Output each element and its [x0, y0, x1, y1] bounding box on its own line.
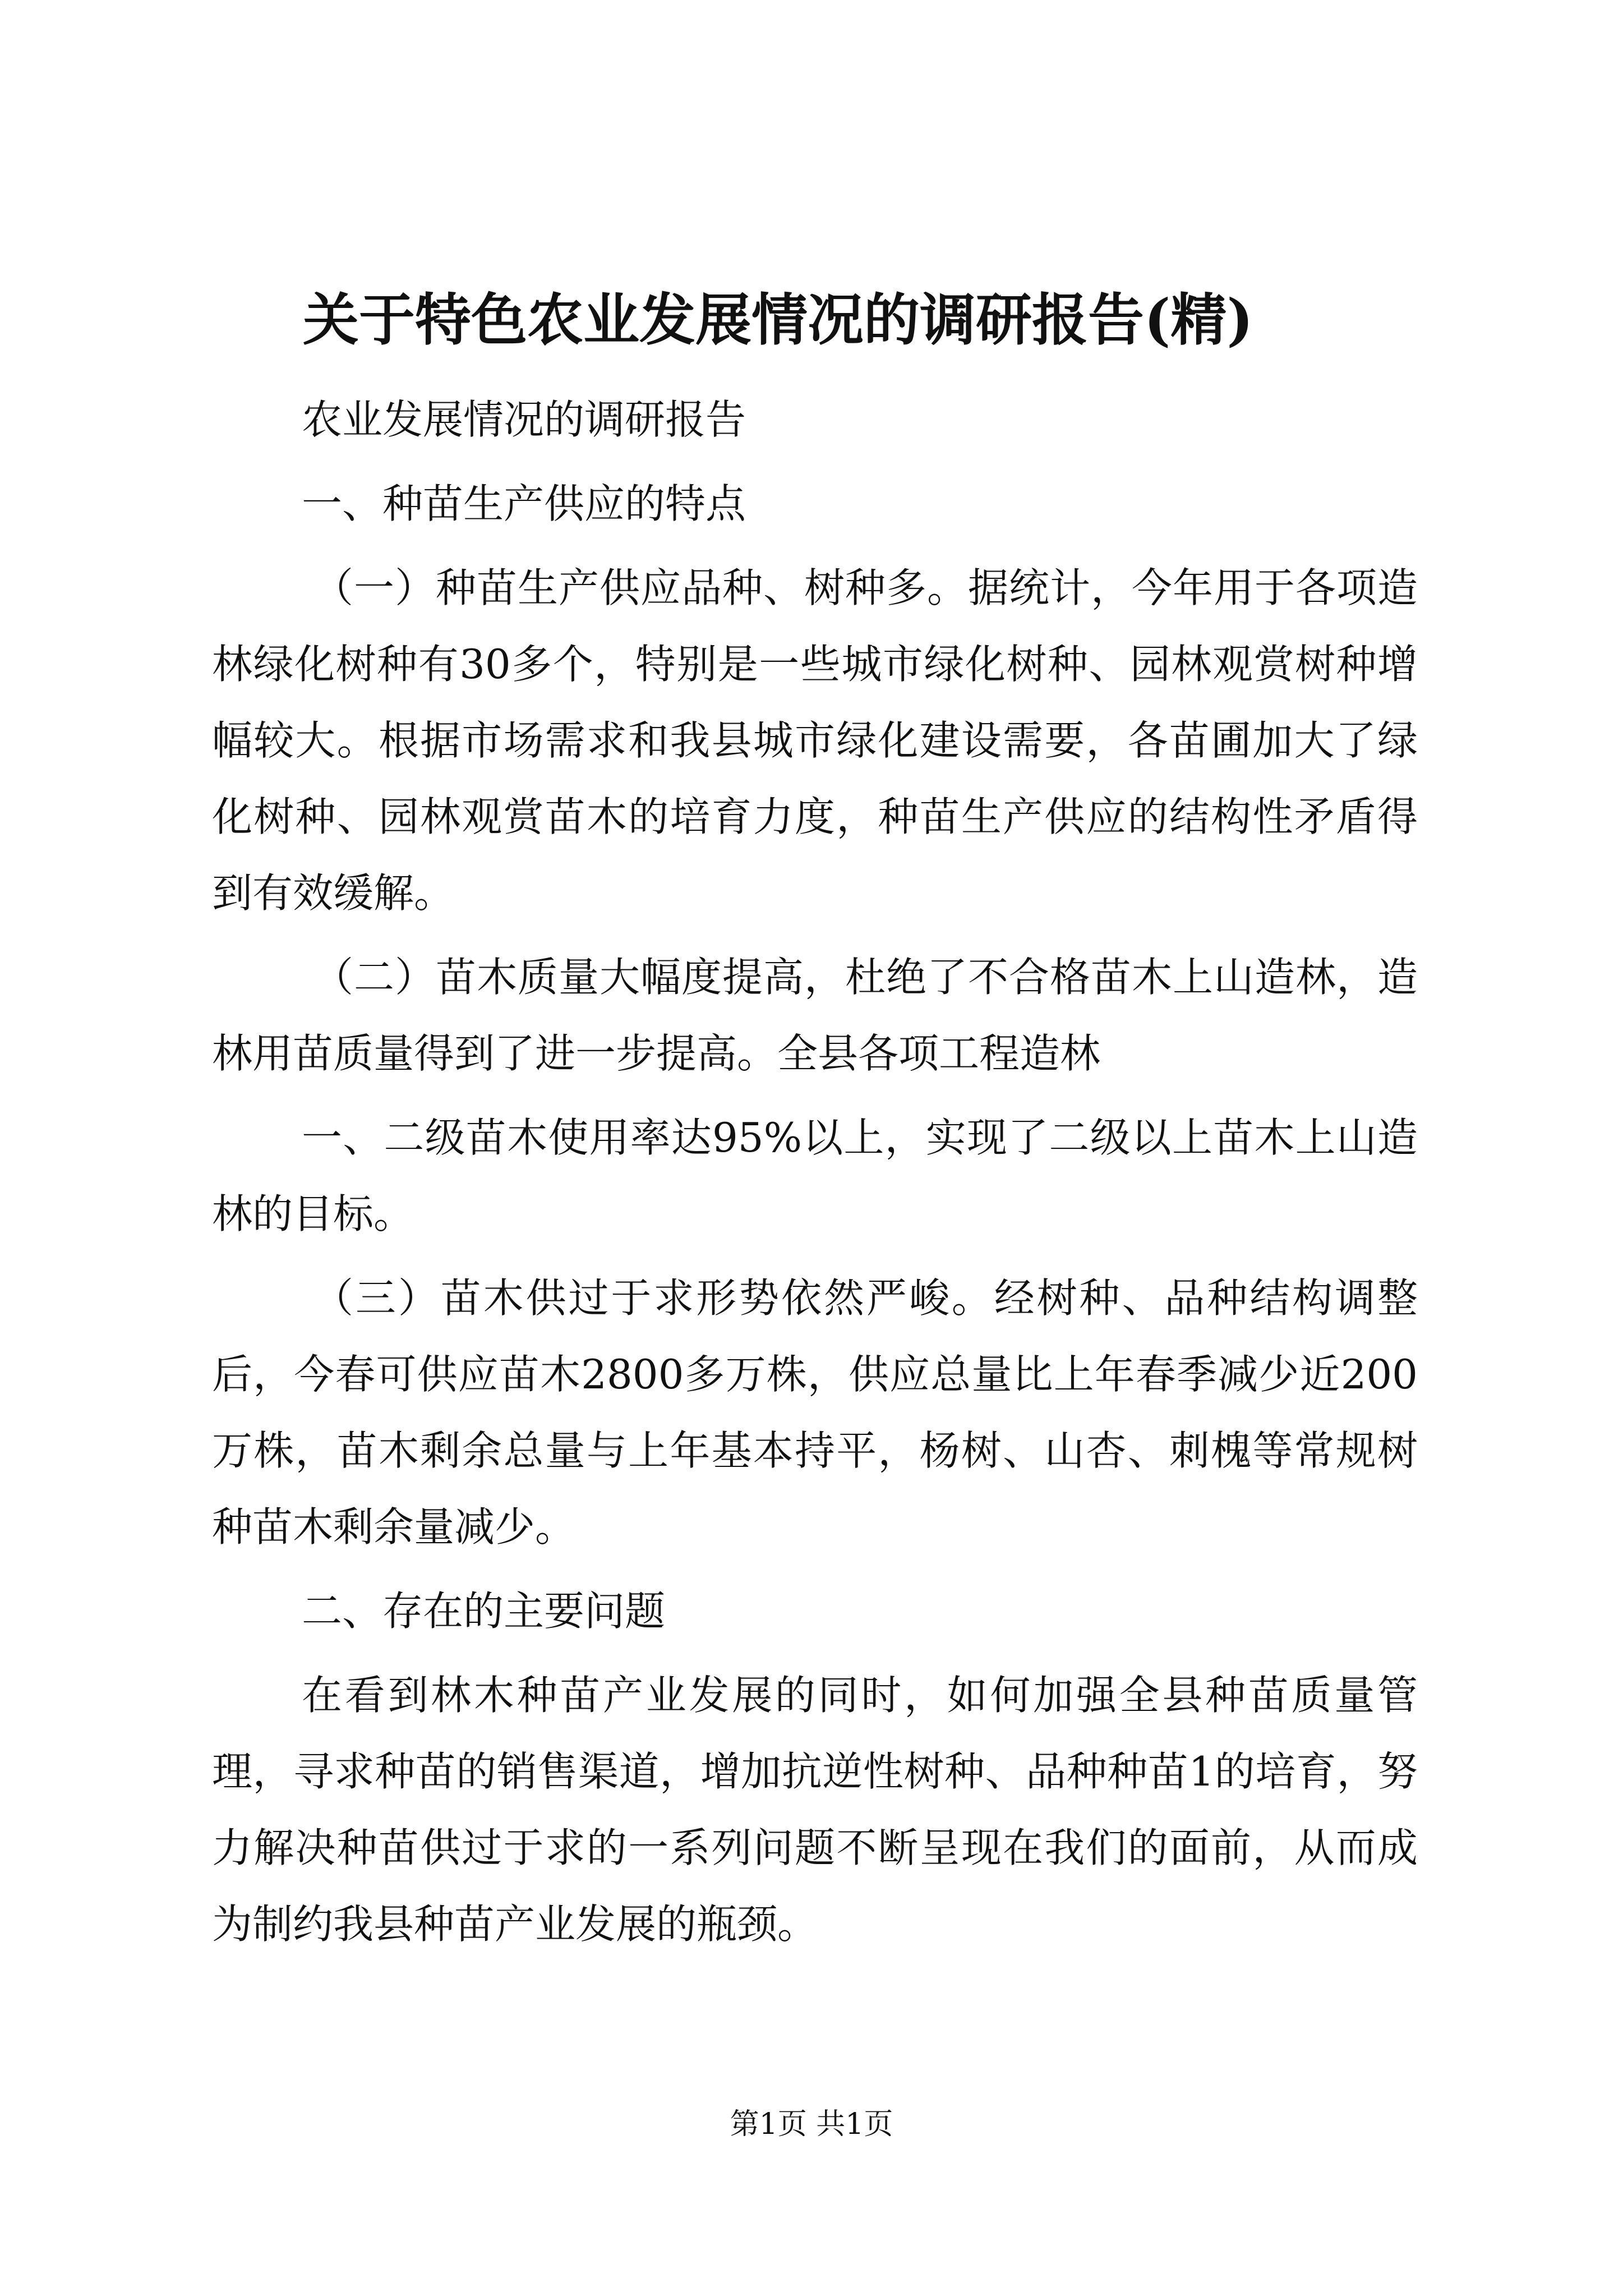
page-footer: 第1页 共1页	[730, 2108, 893, 2141]
paragraph-point-1: （一）种苗生产供应品种、树种多。据统计，今年用于各项造林绿化树种有30多个，特别是一些城市绿化树种、园林观赏树种增幅较大。根据市场需求和我县城市绿化建设需要，各苗圃加大了绿化树种、园林观赏苗木的培育力度，种苗生产供应的结构性矛盾得到有效缓解。	[212, 564, 1418, 917]
paragraph-point-2: （二）苗木质量大幅度提高，杜绝了不合格苗木上山造林，造林用苗质量得到了进一步提高。全县各项工程造林	[212, 954, 1418, 1077]
paragraph-section-2-heading: 二、存在的主要问题	[302, 1588, 666, 1635]
paragraph-point-3: （三）苗木供过于求形势依然严峻。经树种、品种结构调整后，今春可供应苗木2800多万株，供应总量比上年春季减少近200万株，苗木剩余总量与上年基本持平，杨树、山杏、刺槐等常规树种苗木剩余量减少。	[212, 1274, 1418, 1550]
paragraph-point-2-continued: 一、二级苗木使用率达95%以上，实现了二级以上苗木上山造林的目标。	[212, 1114, 1418, 1237]
document-body	[212, 381, 1418, 1970]
document-title: 关于特色农业发展情况的调研报告(精)	[303, 287, 1253, 353]
paragraph-subtitle: 农业发展情况的调研报告	[302, 396, 746, 443]
paragraph-section-1-heading: 一、种苗生产供应的特点	[302, 480, 746, 527]
paragraph-problems: 在看到林木种苗产业发展的同时，如何加强全县种苗质量管理，寻求种苗的销售渠道，增加抗逆性树种、品种种苗1的培育，努力解决种苗供过于求的一系列问题不断呈现在我们的面前，从而成为制约我县种苗产业发展的瓶颈。	[212, 1672, 1418, 1948]
